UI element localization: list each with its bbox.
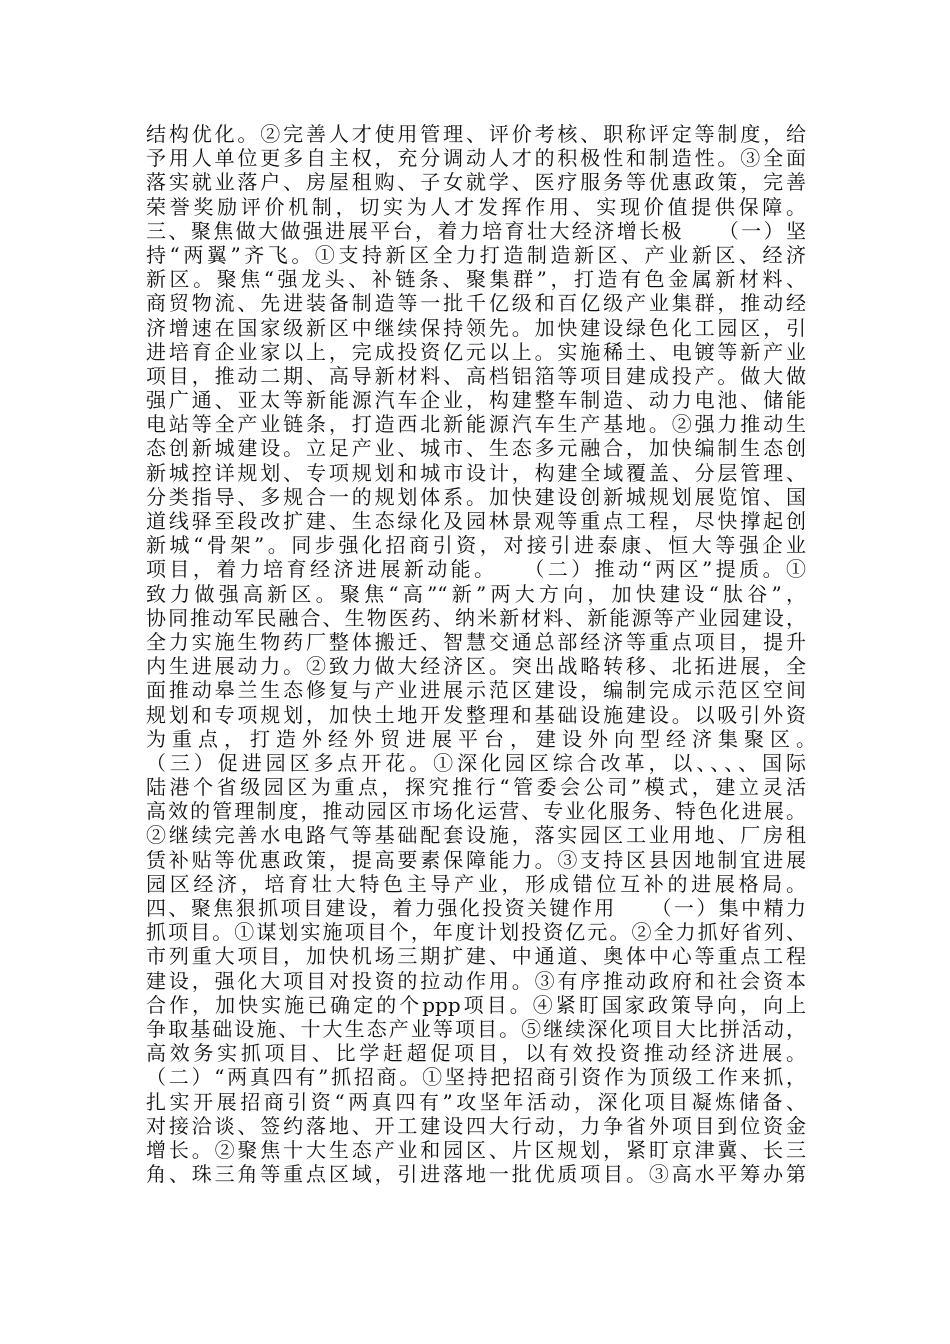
text-line: 态创新城建设。立足产业、城市、生态多元融合，加快编制生态创 (146, 436, 806, 461)
text-line: 全力实施生物药厂整体搬迁、智慧交通总部经济等重点项目，提升 (146, 629, 806, 654)
text-line: 建设，强化大项目对投资的拉动作用。③有序推动政府和社会资本 (146, 968, 806, 993)
text-line: 项目，推动二期、高导新材料、高档铝箔等项目建成投产。做大做 (146, 363, 806, 388)
text-line: 予用人单位更多自主权，充分调动人才的积极性和制造性。③全面 (146, 146, 806, 171)
text-line: 高效务实抓项目、比学赶超促项目，以有效投资推动经济进展。 (146, 1041, 806, 1066)
text-line: 协同推动军民融合、生物医药、纳米新材料、新能源等产业园建设， (146, 605, 806, 630)
text-line: 道线驿至段改扩建、生态绿化及园林景观等重点工程，尽快撑起创 (146, 509, 806, 533)
text-line: （三）促进园区多点开花。①深化园区综合改革，以、、、、国际 (146, 750, 806, 775)
text-line: 落实就业落户、房屋租购、子女就学、医疗服务等优惠政策，完善 (146, 170, 806, 195)
text-line: 致力做强高新区。聚焦“高”“新”两大方向，加快建设“肽谷”， (146, 581, 806, 606)
text-line: 三、聚焦做大做强进展平台，着力培育壮大经济增长极 （一）坚 (146, 218, 806, 243)
text-line: 赁补贴等优惠政策，提高要素保障能力。③支持区县因地制宜进展 (146, 847, 806, 872)
text-line: 结构优化。②完善人才使用管理、评价考核、职称评定等制度，给 (146, 122, 806, 146)
text-line: 济增速在国家级新区中继续保持领先。加快建设绿色化工园区，引 (146, 315, 806, 340)
text-line: 陆港个省级园区为重点，探究推行“管委会公司”模式，建立灵活 (146, 775, 806, 800)
text-line: 新城控详规划、专项规划和城市设计，构建全域覆盖、分层管理、 (146, 460, 806, 485)
text-line: 面推动皋兰生态修复与产业进展示范区建设，编制完成示范区空间 (146, 678, 806, 703)
text-line: 电站等全产业链条，打造西北新能源汽车生产基地。②强力推动生 (146, 412, 806, 437)
text-line: 争取基础设施、十大生态产业等项目。⑤继续深化项目大比拼活动， (146, 1016, 806, 1041)
text-line: 高效的管理制度，推动园区市场化运营、专业化服务、特色化进展。 (146, 799, 806, 824)
text-line: 四、聚焦狠抓项目建设，着力强化投资关键作用 （一）集中精力 (146, 896, 806, 920)
text-line: 持“两翼”齐飞。①支持新区全力打造制造新区、产业新区、经济 (146, 242, 806, 267)
text-line: ②继续完善水电路气等基础配套设施，落实园区工业用地、厂房租 (146, 823, 806, 848)
text-line: 进培育企业家以上，完成投资亿元以上。实施稀土、电镀等新产业 (146, 339, 806, 364)
text-line: 项目，着力培育经济进展新动能。 （二）推动“两区”提质。① (146, 557, 806, 582)
text-line: 商贸物流、先进装备制造等一批千亿级和百亿级产业集群，推动经 (146, 291, 806, 316)
text-line: 扎实开展招商引资“两真四有”攻坚年活动，深化项目凝炼储备、 (146, 1089, 806, 1114)
body-text (146, 122, 846, 1187)
text-line: 市列重大项目，加快机场三期扩建、中通道、奥体中心等重点工程 (146, 944, 806, 969)
text-line: 新区。聚焦“强龙头、补链条、聚集群”，打造有色金属新材料、 (146, 267, 806, 292)
text-line: 抓项目。①谋划实施项目个，年度计划投资亿元。②全力抓好省列、 (146, 920, 806, 945)
text-line: 增长。②聚焦十大生态产业和园区、片区规划，紧盯京津冀、长三 (146, 1137, 806, 1162)
text-line: 对接洽谈、签约落地、开工建设四大行动，力争省外项目到位资金 (146, 1113, 806, 1138)
text-line: 新城“骨架”。同步强化招商引资，对接引进泰康、恒大等强企业 (146, 533, 806, 558)
text-line: 合作，加快实施已确定的个ppp项目。④紧盯国家政策导向，向上 (146, 992, 806, 1017)
text-line: 角、珠三角等重点区域，引进落地一批优质项目。③高水平筹办第 (146, 1162, 806, 1187)
text-line: 荣誉奖励评价机制，切实为人才发挥作用、实现价值提供保障。 (146, 194, 806, 219)
text-line: （二）“两真四有”抓招商。①坚持把招商引资作为顶级工作来抓， (146, 1065, 806, 1090)
text-line: 园区经济，培育壮大特色主导产业，形成错位互补的进展格局。 (146, 871, 806, 896)
text-line: 分类指导、多规合一的规划体系。加快建设创新城规划展览馆、国 (146, 484, 806, 509)
text-line: 为重点，打造外经外贸进展平台，建设外向型经济集聚区。 (146, 726, 846, 751)
text-line: 强广通、亚太等新能源汽车企业，构建整车制造、动力电池、储能 (146, 388, 806, 413)
text-line: 规划和专项规划，加快土地开发整理和基础设施建设。以吸引外资 (146, 702, 806, 727)
text-line: 内生进展动力。②致力做大经济区。突出战略转移、北拓进展，全 (146, 654, 806, 679)
